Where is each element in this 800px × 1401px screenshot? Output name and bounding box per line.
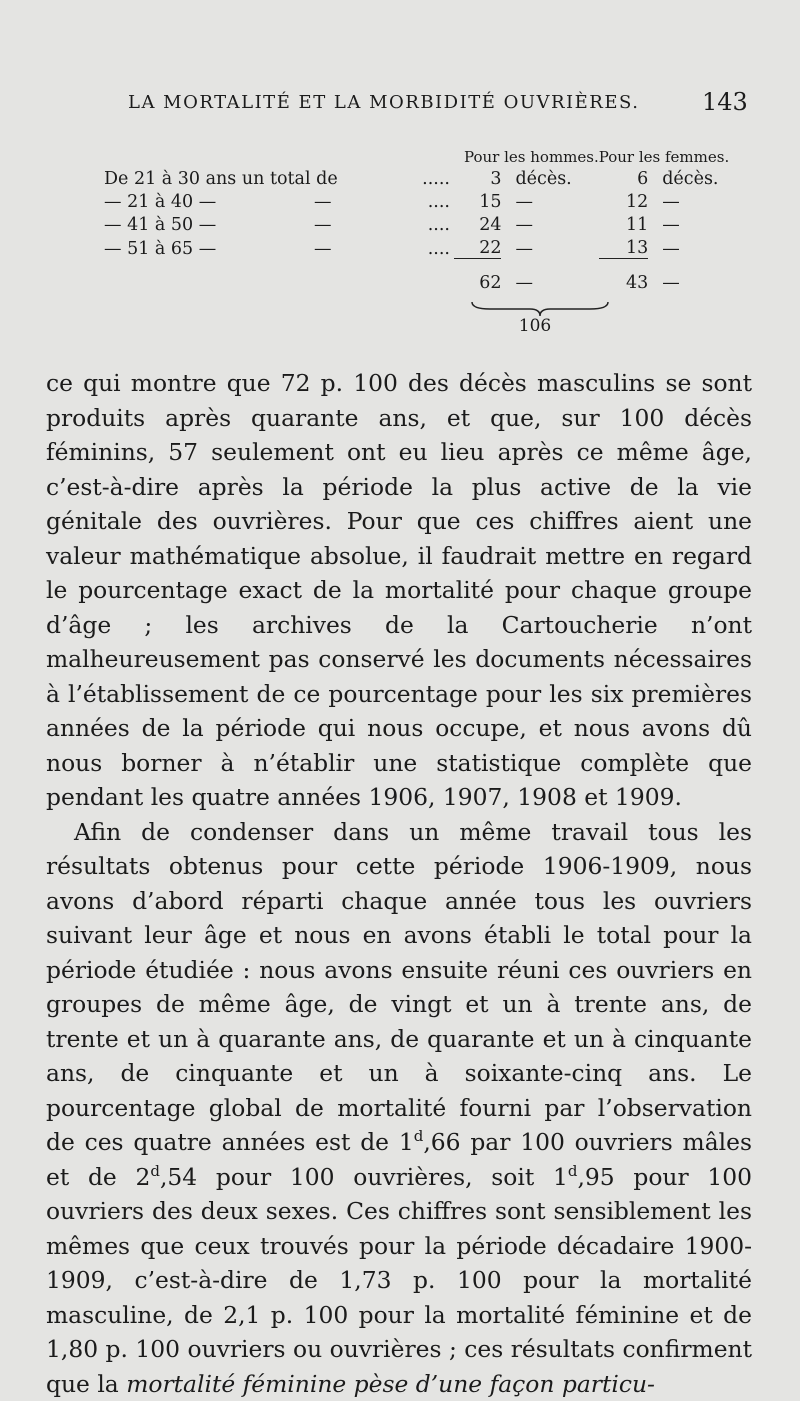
age-range: — 41 à 50 —	[104, 215, 217, 235]
paragraph: ce qui montre que 72 p. 100 des décès masculins se sont produits après quarante ans, et que, sur 100 décès féminins, 57 seulement ont eu lieu après ce même âge, c’est-à-dire après la période la plus active de la vie génitale des ouvrières. Pour que ces chiffres aient une valeur mathématique absolue, il faudrait mettre en regard le pourcentage exact de la mortalité pour chaque groupe d’âge ; les archives de la Cartoucherie n’ont malheureusement pas conservé les documents nécessaires à l’établissement de ce pourcentage pour les six premières années de la période qui nous occupe, et nous avons dû nous borner à n’établir une statistique complète que pendant les quatre années 1906, 1907, 1908 et 1909.	[46, 369, 752, 811]
men-unit: —	[515, 215, 533, 235]
leader-dots: ....	[427, 215, 450, 235]
column-header-women: Pour les femmes.	[598, 148, 730, 166]
men-deaths: 15	[479, 192, 502, 212]
ditto-mark: —	[314, 192, 332, 212]
table-row	[104, 212, 729, 235]
italic-phrase: mortalité féminine pèse d’une façon particu-	[126, 1369, 655, 1398]
ditto-mark: —	[314, 215, 332, 235]
page-number: 143	[702, 88, 748, 116]
women-unit: —	[662, 192, 680, 212]
women-deaths: 11	[625, 215, 649, 235]
column-header-men: Pour les hommes.	[464, 148, 599, 166]
men-deaths: 24	[479, 215, 502, 235]
men-total: 62	[454, 259, 501, 293]
leader-dots: ....	[427, 192, 450, 212]
women-unit: —	[662, 238, 680, 259]
women-deaths: 6	[637, 169, 649, 189]
totals-row	[104, 259, 729, 293]
age-range: — 51 à 65 —	[104, 238, 217, 259]
women-total-unit: —	[662, 272, 680, 293]
table-row	[104, 166, 729, 189]
paragraph: Afin de condenser dans un même travail tous les résultats obtenus pour cette période 1906-1909, nous avons d’abord réparti chaque année tous les ouvriers suivant leur âge et nous en avons établi le total pour la période étudiée : nous avons ensuite réuni ces ouvriers en groupes de même âge, de vingt et un à trente ans, de trente et un à quarante ans, de quarante et un à cinquante ans, de cinquante et un à soixante-cinq ans. Le pourcentage global de mortalité fourni par l’observation de ces quatre années est de 1$^d$,66 par 100 ouvriers mâles et de 2$^d$,54 pour 100 ouvrières, soit 1$^d$,95 pour 100 ouvriers des deux sexes. Ces chiffres sont sensiblement les mêmes que ceux trouvés pour la période décadaire 1900-1909, c’est-à-dire de 1,73 p. 100 pour la mortalité masculine, de 2,1 p. 100 pour la mortalité féminine et de 1,80 p. 100 ouvriers ou ouvrières ; ces résultats confirment que la mortalité féminine pèse d’une façon particu-	[46, 817, 752, 1398]
women-total: 43	[599, 259, 648, 293]
mortality-table	[104, 128, 729, 293]
ditto-mark: —	[314, 238, 332, 259]
men-deaths: 3	[490, 169, 502, 189]
men-unit: décès.	[515, 169, 572, 189]
women-deaths: 13	[625, 238, 649, 258]
men-unit: —	[515, 192, 533, 212]
leader-dots: ....	[427, 238, 450, 259]
running-title: LA MORTALITÉ ET LA MORBIDITÉ OUVRIÈRES.	[128, 92, 640, 113]
men-total-unit: —	[515, 272, 533, 293]
table-header-row	[104, 128, 729, 166]
women-unit: —	[662, 215, 680, 235]
table-row	[104, 189, 729, 212]
grand-total-value: 106	[518, 316, 552, 336]
women-unit: décès.	[662, 169, 719, 189]
men-unit: —	[515, 238, 533, 259]
age-range: — 21 à 40 —	[104, 192, 217, 212]
table-row	[104, 235, 729, 259]
age-range: De 21 à 30 ans un total de	[104, 169, 338, 189]
leader-dots: .....	[422, 169, 450, 189]
men-deaths: 22	[479, 238, 502, 258]
page-header	[128, 88, 768, 116]
women-deaths: 12	[625, 192, 649, 212]
grand-total	[470, 300, 610, 336]
body-text	[46, 366, 752, 1401]
